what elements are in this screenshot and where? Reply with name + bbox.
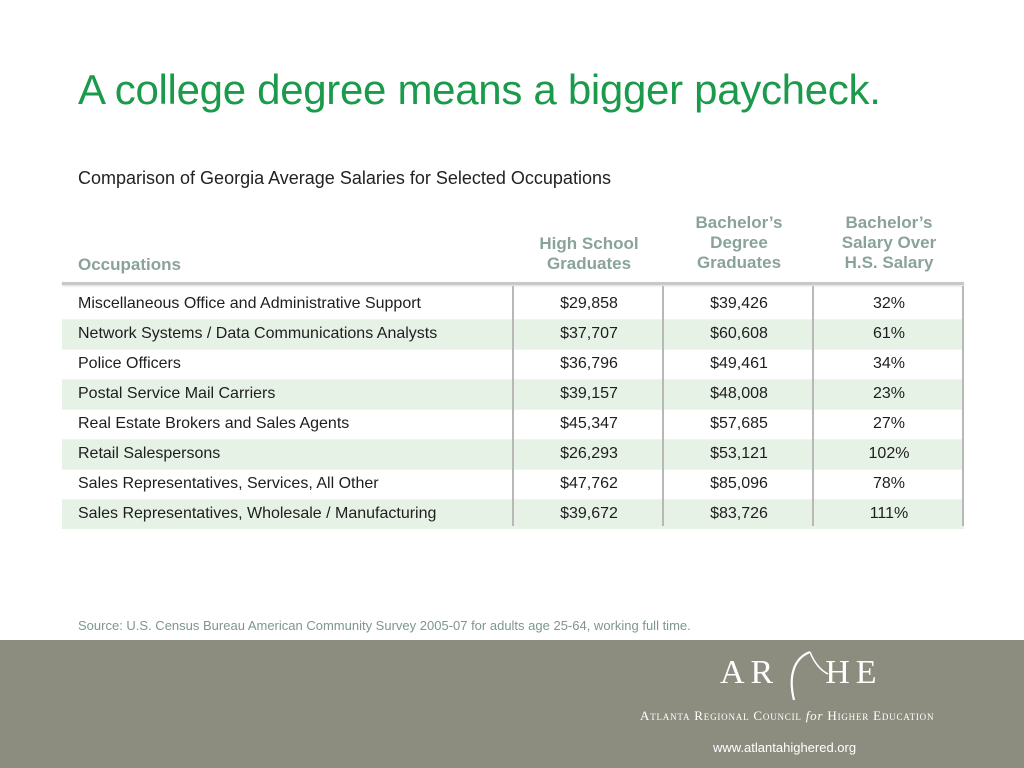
header-pct-line1: Bachelor’s <box>845 213 933 232</box>
occupation-cell: Real Estate Brokers and Sales Agents <box>78 415 350 432</box>
logo-text-right: HE <box>825 654 883 691</box>
logo-text-left: AR <box>720 654 780 691</box>
ba-salary-cell: $48,008 <box>710 385 768 402</box>
column-divider <box>962 286 964 526</box>
occupation-cell: Sales Representatives, Services, All Other <box>78 475 379 492</box>
header-hs-line1: High School <box>539 234 639 253</box>
pct-cell: 23% <box>872 385 906 402</box>
hs-salary-cell: $39,672 <box>560 505 618 522</box>
occupation-cell: Police Officers <box>78 355 181 372</box>
pct-cell: 102% <box>868 445 910 462</box>
header-ba-line2: Degree <box>710 233 768 252</box>
website-link[interactable]: www.atlantahighered.org <box>713 740 857 755</box>
header-pct-line2: Salary Over <box>841 233 937 252</box>
hs-salary-cell: $47,762 <box>560 475 618 492</box>
header-high-school <box>514 234 664 274</box>
pct-cell: 32% <box>872 295 906 312</box>
column-divider <box>662 286 664 526</box>
header-bachelors <box>664 213 814 273</box>
table-title: Comparison of Georgia Average Salaries for Selected Occupations <box>78 168 611 188</box>
pct-cell: 34% <box>872 355 906 372</box>
pct-cell: 61% <box>872 325 906 342</box>
header-ba-line3: Graduates <box>696 253 782 272</box>
ba-salary-cell: $57,685 <box>710 415 768 432</box>
occupation-cell: Retail Salespersons <box>78 445 221 462</box>
hs-salary-cell: $29,858 <box>560 295 618 312</box>
logo-arch-icon <box>780 648 830 706</box>
header-divider <box>62 282 964 285</box>
council-part1: Atlanta Regional Council <box>640 708 802 723</box>
pct-cell: 27% <box>872 415 906 432</box>
slide-title: A college degree means a bigger paycheck. <box>78 66 881 113</box>
hs-salary-cell: $39,157 <box>560 385 618 402</box>
occupation-cell: Network Systems / Data Communications Analysts <box>78 325 438 342</box>
council-part2: Higher Education <box>827 708 935 723</box>
hs-salary-cell: $45,347 <box>560 415 618 432</box>
ba-salary-cell: $60,608 <box>710 325 768 342</box>
column-divider <box>812 286 814 526</box>
hs-salary-cell: $37,707 <box>560 325 618 342</box>
header-ba-line1: Bachelor’s <box>695 213 783 232</box>
ba-salary-cell: $85,096 <box>710 475 768 492</box>
ba-salary-cell: $49,461 <box>710 355 768 372</box>
hs-salary-cell: $26,293 <box>560 445 618 462</box>
ba-salary-cell: $39,426 <box>710 295 768 312</box>
occupation-cell: Miscellaneous Office and Administrative Support <box>78 295 421 312</box>
salary-table <box>62 200 964 528</box>
source-note: Source: U.S. Census Bureau American Community Survey 2005-07 for adults age 25-64, working full time. <box>78 618 691 633</box>
header-hs-line2: Graduates <box>546 254 632 273</box>
header-salary-over <box>814 213 964 273</box>
pct-cell: 111% <box>869 505 909 522</box>
header-occupations: Occupations <box>78 255 181 274</box>
column-divider <box>512 286 514 526</box>
ba-salary-cell: $53,121 <box>710 445 768 462</box>
council-name <box>640 708 934 724</box>
council-for: for <box>805 708 824 723</box>
pct-cell: 78% <box>872 475 906 492</box>
occupation-cell: Sales Representatives, Wholesale / Manufacturing <box>78 505 437 522</box>
header-pct-line3: H.S. Salary <box>844 253 934 272</box>
ba-salary-cell: $83,726 <box>710 505 768 522</box>
occupation-cell: Postal Service Mail Carriers <box>78 385 276 402</box>
hs-salary-cell: $36,796 <box>560 355 618 372</box>
